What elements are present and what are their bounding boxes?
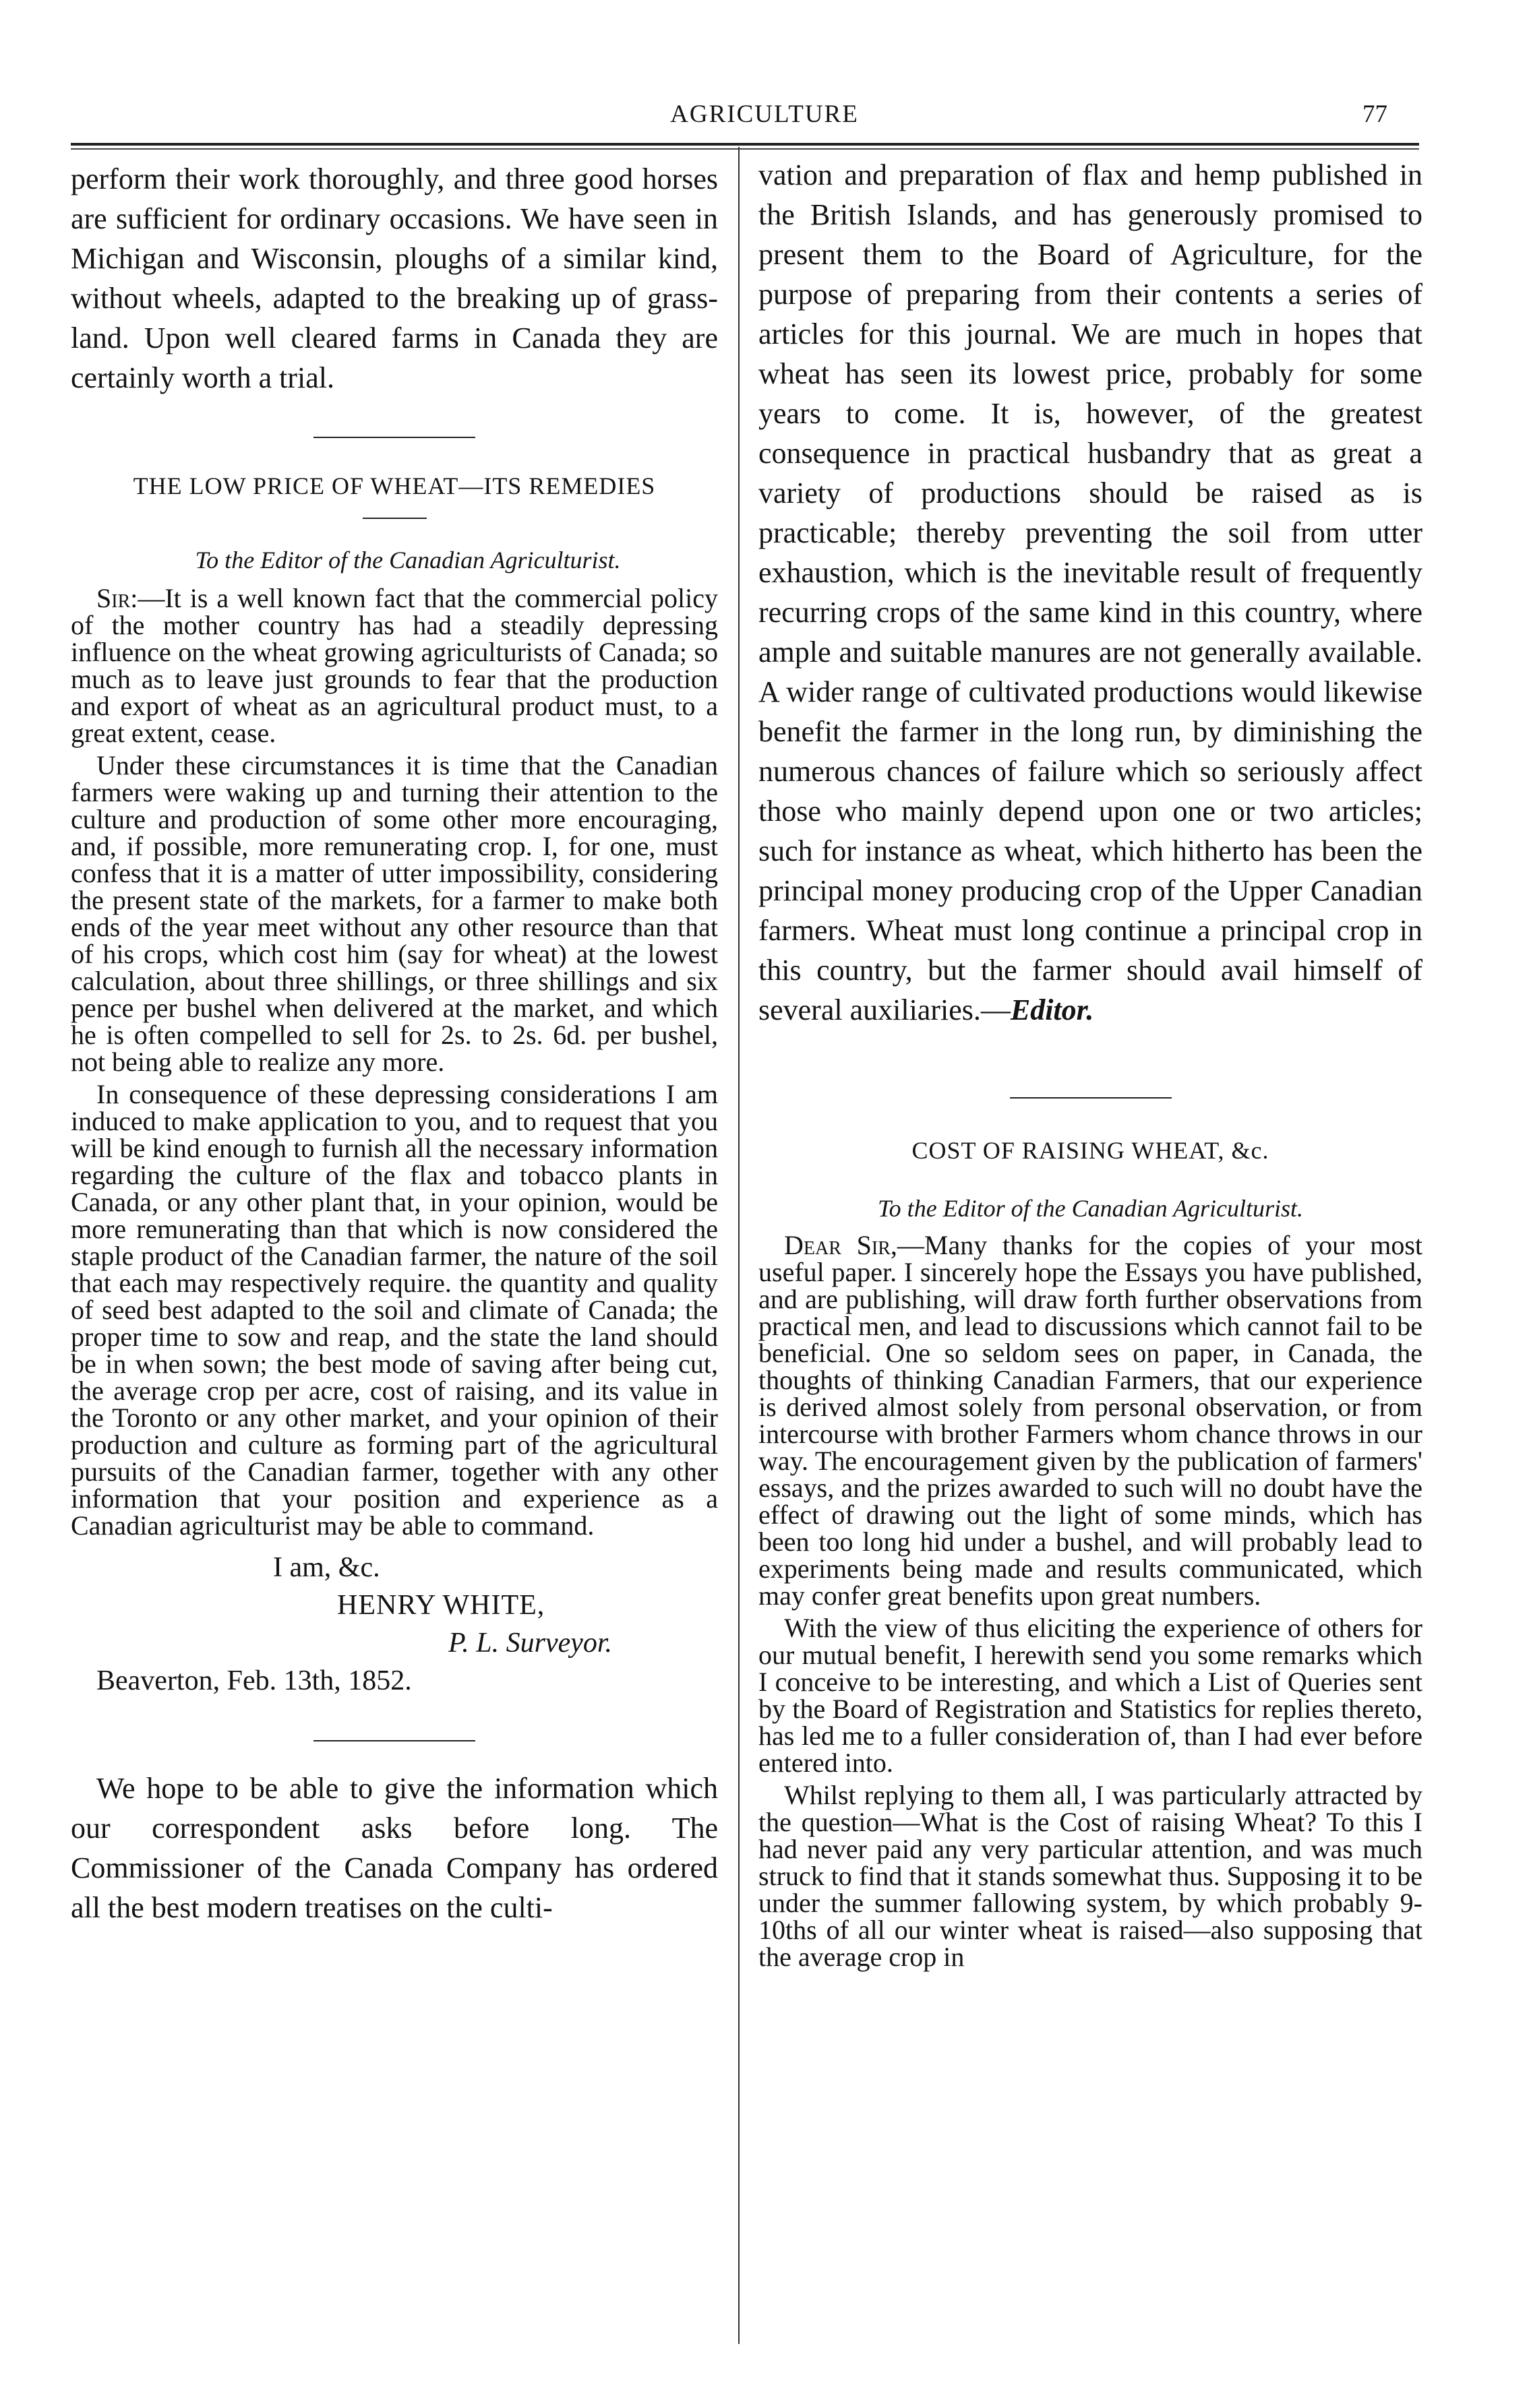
signature-name: HENRY WHITE, [337, 1590, 545, 1621]
editor-signature: Editor. [1010, 993, 1094, 1026]
section-separator [313, 437, 475, 438]
dateline: Beaverton, Feb. 13th, 1852. [96, 1665, 412, 1696]
section-separator [313, 1740, 475, 1741]
letter-paragraph-2: With the view of thus eliciting the experience of others for our mutual benefit, I herewith send you some remarks which I conceive to be interesting, and which a List of Queries sent by the Board of Registration and Statistics for replies thereto, has led me to a fuller consideration of, than I had ever before entered into. [758, 1613, 1422, 1778]
letter-paragraph-1 [71, 585, 718, 747]
letter-paragraph-3: Whilst replying to them all, I was particularly attracted by the question—What is the Cost of raising Wheat? To this I had never paid any very particular attention, and was much struck to find that it stands somewhat thus. Supposing it to be under the summer fallowing system, by which probably 9-10ths of all our winter wheat is raised—also supposing that the average crop in [758, 1780, 1422, 1972]
letter-lead: Dear Sir, [784, 1230, 897, 1260]
running-header [0, 100, 1529, 140]
column-divider [738, 147, 740, 2344]
header-rule [71, 143, 1419, 146]
running-title: AGRICULTURE [670, 100, 859, 128]
article-heading-cost-of-wheat: COST OF RAISING WHEAT, &c. [911, 1137, 1269, 1164]
editor-note-continued-text: vation and preparation of flax and hemp published in the British Islands, and has generously promised to present them to the Board of Agriculture, for the purpose of preparing from their contents a series of articles for this journal. We are much in hopes that wheat has seen its lowest price, probably for some years to come. It is, however, of the greatest consequence in practical husbandry that as great a variety of productions should be raised as is practicable; thereby preventing the soil from utter exhaustion, which is the inevitable result of frequently recurring crops of the same kind in this country, where ample and suitable manures are not generally available. A wider range of cultivated productions would likewise benefit the farmer in the long run, by diminishing the numerous chances of failure which so seriously affect those who mainly depend upon one or two articles; such for instance as wheat, which hitherto has been the principal money producing crop of the Upper Canadian farmers. Wheat must long continue a principal crop in this country, but the farmer should avail himself of several auxiliaries.— [758, 158, 1422, 1026]
letter-paragraph-1-text: —Many thanks for the copies of your most useful paper. I sincerely hope the Essays you have published, and are publishing, will draw forth further observations from practical men, and lead to discussions which cannot fail to be beneficial. One so seldom sees on paper, in Canada, the thoughts of thinking Canadian Farmers, that our experience is derived almost solely from personal observation, or from intercourse with brother Farmers whom chance throws in our way. The encouragement given by the publication of farmers' essays, and the prizes awarded to such will no doubt have the effect of drawing out the light of some minds, which has been too long hid under a bushel, and will probably lead to experiments being made and results communicated, which may confer great benefits upon great numbers. [758, 1230, 1422, 1611]
intro-paragraph: perform their work thoroughly, and three good horses are sufficient for ordinary occasions. We have seen in Michigan and Wisconsin, ploughs of a similar kind, without wheels, adapted to the breaking up of grass-land. Upon well cleared farms in Canada they are certainly worth a trial. [71, 162, 718, 394]
signature-title: P. L. Surveyor. [448, 1628, 613, 1659]
letter-salutation: To the Editor of the Canadian Agriculturist. [195, 547, 621, 574]
letter-paragraph-1 [758, 1232, 1422, 1609]
section-separator [1010, 1097, 1172, 1099]
heading-separator [363, 518, 427, 519]
letter-paragraph-1-text: —It is a well known fact that the commercial policy of the mother country has had a steadily depressing influence on the wheat growing agriculturists of Canada; so much as to leave just grounds to fear that the production and export of wheat as an agricultural product must, to a great extent, cease. [71, 583, 718, 748]
article-heading-low-price: THE LOW PRICE OF WHEAT—ITS REMEDIES [133, 472, 656, 499]
letter-closing: I am, &c. [273, 1552, 380, 1583]
left-column [71, 150, 718, 1927]
letter-lead: Sir: [96, 583, 138, 613]
page-number: 77 [1362, 100, 1387, 128]
letter-paragraph-2: Under these circumstances it is time that the Canadian farmers were waking up and turning their attention to the culture and production of some other more encouraging, and, if possible, more remunerating crop. I, for one, must confess that it is a matter of utter impossibility, considering the present state of the markets, for a farmer to make both ends of the year meet without any other resource than that of his crops, which cost him (say for wheat) at the lowest calculation, about three shillings, or three shillings and six pence per bushel when delivered at the market, and which he is often compelled to sell for 2s. to 2s. 6d. per bushel, not being able to realize any more. [71, 750, 718, 1077]
right-column [758, 150, 1422, 1971]
editor-note: We hope to be able to give the information which our correspondent asks before long. The Commissioner of the Canada Company has ordered all the best modern treatises on the culti- [71, 1772, 718, 1924]
editor-note-continued [758, 155, 1422, 1030]
letter-paragraph-3: In consequence of these depressing considerations I am induced to make application to you, and to request that you will be kind enough to furnish all the necessary information regarding the culture of the flax and tobacco plants in Canada, or any other plant that, in your opinion, would be more remunerating than that which is now considered the staple product of the Canadian farmer, the nature of the soil that each may respectively require. the quantity and quality of seed best adapted to the soil and climate of Canada; the proper time to sow and reap, and the state the land should be in when sown; the best mode of saving after being cut, the average crop per acre, cost of raising, and its value in the Toronto or any other market, and your opinion of their production and culture as forming part of the agricultural pursuits of the Canadian farmer, together with any other information that your position and experience as a Canadian agriculturist may be able to command. [71, 1079, 718, 1541]
letter-salutation: To the Editor of the Canadian Agriculturist. [877, 1195, 1304, 1222]
